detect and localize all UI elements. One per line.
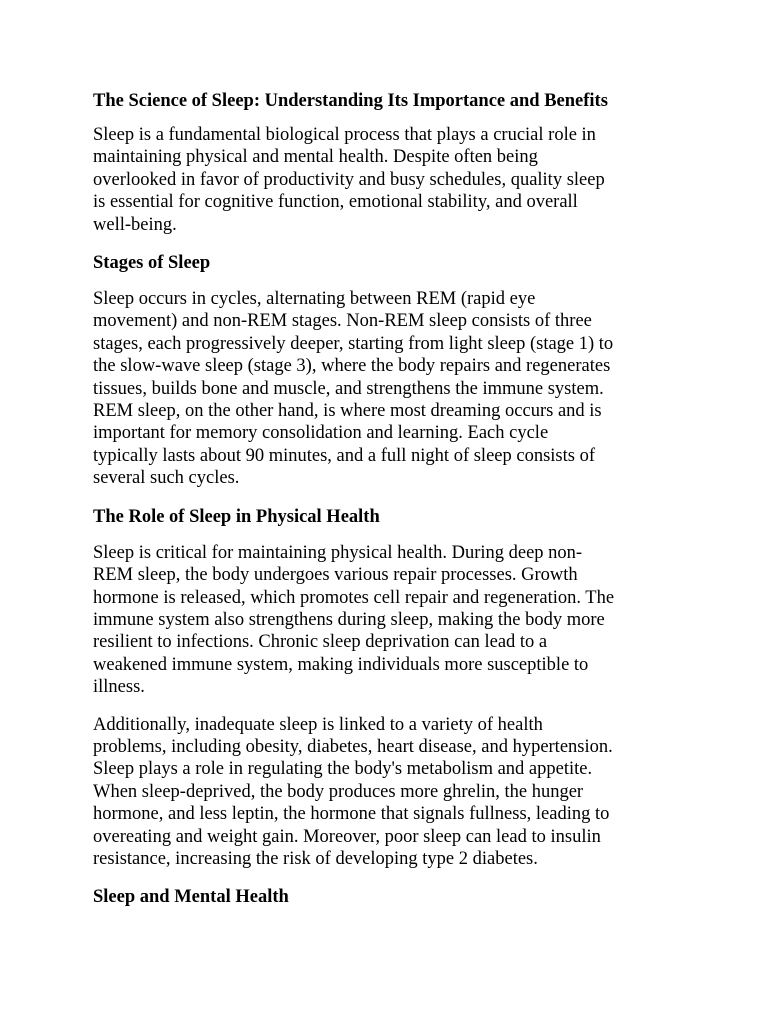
text-line: tissues, builds bone and muscle, and strengthens the immune system. <box>93 378 604 399</box>
text-line: problems, including obesity, diabetes, heart disease, and hypertension. <box>93 736 613 757</box>
stages-paragraph <box>93 288 693 490</box>
text-line: typically lasts about 90 minutes, and a full night of sleep consists of <box>93 445 595 466</box>
text-line: When sleep-deprived, the body produces more ghrelin, the hunger <box>93 781 584 802</box>
text-line: several such cycles. <box>93 468 240 489</box>
text-line: Sleep is a fundamental biological process that plays a crucial role in <box>93 125 596 145</box>
text-line: overeating and weight gain. Moreover, poor sleep can lead to insulin <box>93 826 601 847</box>
text-line: Sleep is critical for maintaining physical health. During deep non- <box>93 542 583 563</box>
text-line: immune system also strengthens during sleep, making the body more <box>93 609 605 630</box>
text-line: maintaining physical and mental health. Despite often being <box>93 147 538 168</box>
text-line: hormone is released, which promotes cell repair and regeneration. The <box>93 587 615 608</box>
text-line: illness. <box>93 677 145 698</box>
text-line: stages, each progressively deeper, starting from light sleep (stage 1) to <box>93 333 614 354</box>
section-heading-physical-health: The Role of Sleep in Physical Health <box>93 506 380 527</box>
physical-health-paragraph-2 <box>93 714 693 871</box>
text-line: hormone, and less leptin, the hormone that signals fullness, leading to <box>93 804 610 825</box>
text-line: resistance, increasing the risk of developing type 2 diabetes. <box>93 848 538 869</box>
text-line: is essential for cognitive function, emotional stability, and overall <box>93 192 578 213</box>
text-line: weakened immune system, making individuals more susceptible to <box>93 654 589 675</box>
text-line: Sleep occurs in cycles, alternating between REM (rapid eye <box>93 289 536 310</box>
section-heading-stages: Stages of Sleep <box>93 253 211 274</box>
text-line: REM sleep, on the other hand, is where most dreaming occurs and is <box>93 401 602 422</box>
text-line: overlooked in favor of productivity and busy schedules, quality sleep <box>93 169 605 190</box>
document-page <box>93 89 693 922</box>
text-line: the slow-wave sleep (stage 3), where the body repairs and regenerates <box>93 356 611 377</box>
physical-health-paragraph-1 <box>93 542 693 699</box>
text-line: well-being. <box>93 214 177 235</box>
text-line: Additionally, inadequate sleep is linked to a variety of health <box>93 714 543 735</box>
document-title: The Science of Sleep: Understanding Its Importance and Benefits <box>93 91 608 111</box>
text-line: REM sleep, the body undergoes various repair processes. Growth <box>93 565 578 586</box>
section-heading-mental-health: Sleep and Mental Health <box>93 887 289 908</box>
text-line: Sleep plays a role in regulating the body's metabolism and appetite. <box>93 759 593 780</box>
text-line: resilient to infections. Chronic sleep deprivation can lead to a <box>93 632 548 653</box>
text-line: important for memory consolidation and learning. Each cycle <box>93 423 549 444</box>
text-line: movement) and non-REM stages. Non-REM sleep consists of three <box>93 311 592 332</box>
intro-paragraph <box>93 124 693 236</box>
